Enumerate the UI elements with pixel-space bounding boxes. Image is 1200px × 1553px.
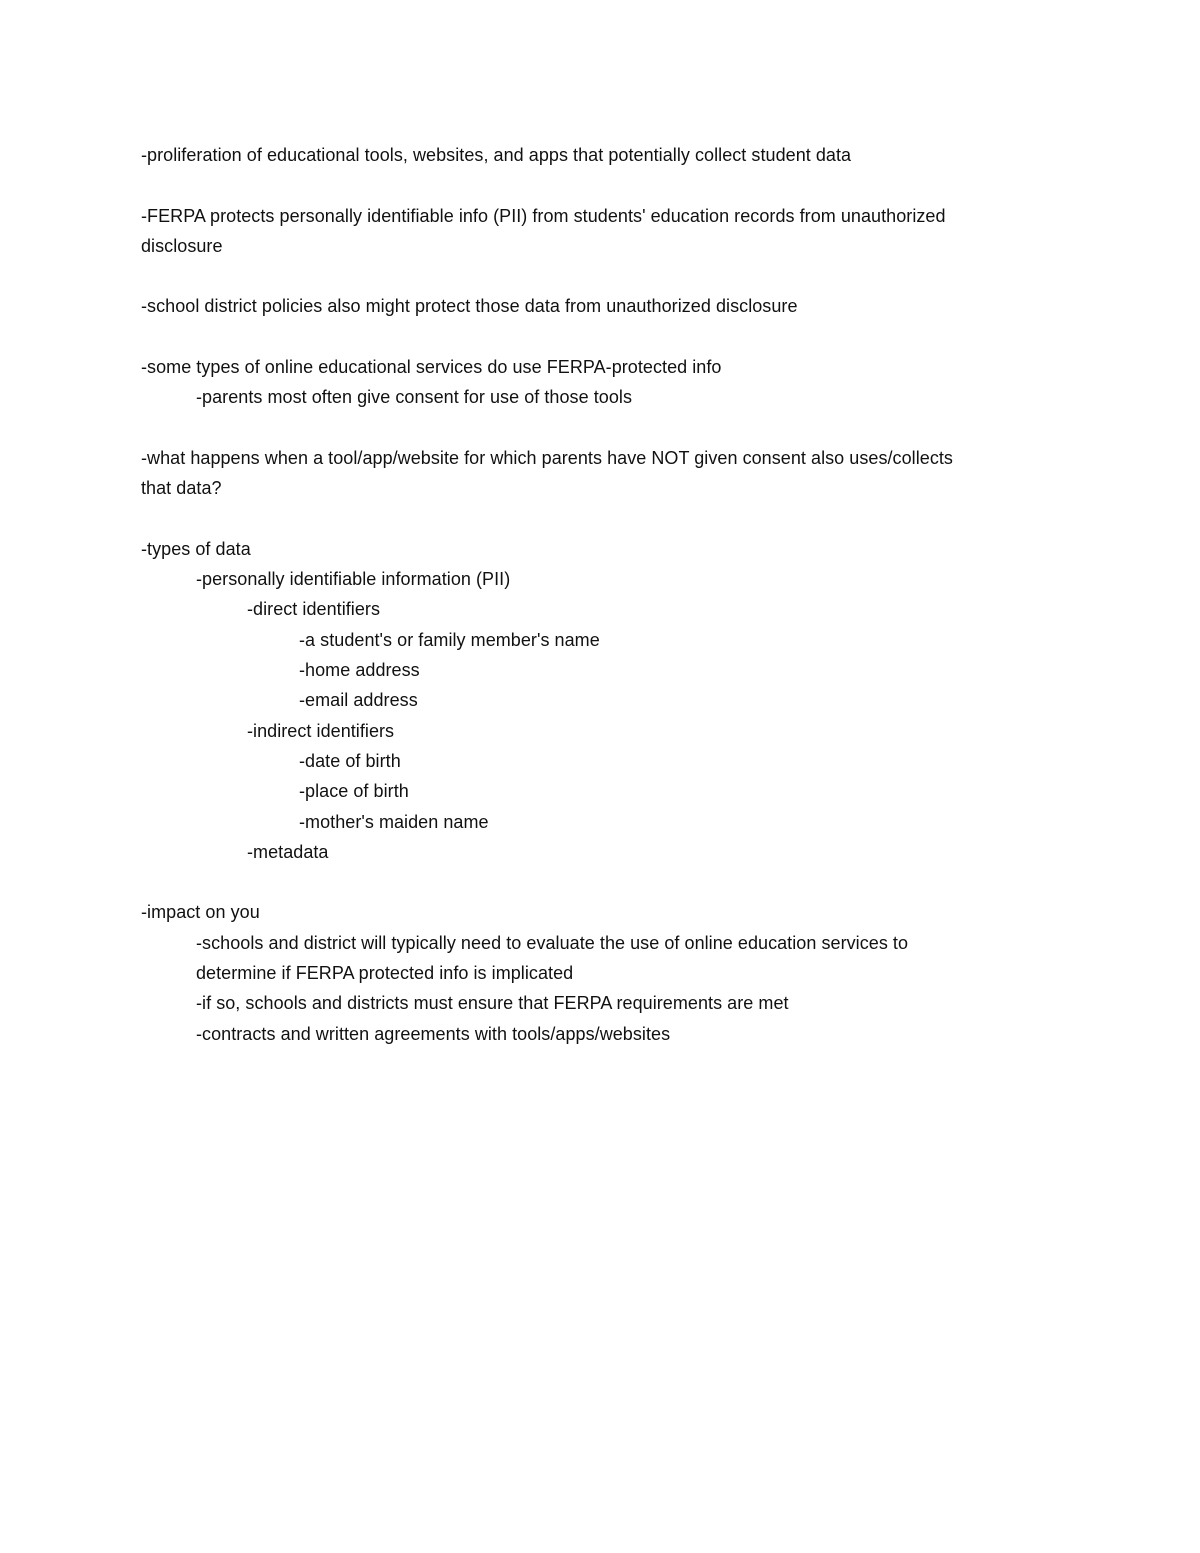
note-what-happens-cont: that data?: [141, 478, 222, 499]
note-maiden-name: -mother's maiden name: [299, 811, 489, 832]
note-ensure-requirements: -if so, schools and districts must ensure that FERPA requirements are met: [196, 993, 789, 1014]
note-district-policies: -school district policies also might protect those data from unauthorized disclosure: [141, 296, 798, 317]
note-evaluate: -schools and district will typically need to evaluate the use of online education services to: [196, 932, 909, 953]
note-pii: -personally identifiable information (PII): [196, 569, 511, 590]
blank-line: [141, 867, 1041, 897]
blank-line: [141, 170, 1041, 200]
note-contracts: -contracts and written agreements with tools/apps/websites: [196, 1023, 671, 1044]
blank-line: [141, 261, 1041, 291]
note-indirect-identifiers: -indirect identifiers: [247, 720, 395, 741]
note-place-of-birth: -place of birth: [299, 781, 409, 802]
note-evaluate-cont: determine if FERPA protected info is implicated: [196, 963, 574, 984]
note-what-happens: -what happens when a tool/app/website for which parents have NOT given consent also uses/collects: [141, 447, 953, 468]
note-metadata: -metadata: [247, 841, 329, 862]
note-ferpa-protects-cont: disclosure: [141, 235, 223, 256]
note-email-address: -email address: [299, 690, 418, 711]
note-home-address: -home address: [299, 660, 420, 681]
blank-line: [141, 413, 1041, 443]
note-date-of-birth: -date of birth: [299, 750, 401, 771]
note-ferpa-protects: -FERPA protects personally identifiable info (PII) from students' education records from unauthorized: [141, 205, 946, 226]
note-impact: -impact on you: [141, 902, 260, 923]
note-parents-consent: -parents most often give consent for use of those tools: [196, 387, 632, 408]
blank-line: [141, 322, 1041, 352]
note-types-of-data: -types of data: [141, 538, 251, 559]
blank-line: [141, 504, 1041, 534]
note-student-name: -a student's or family member's name: [299, 629, 600, 650]
note-proliferation: -proliferation of educational tools, websites, and apps that potentially collect student data: [141, 145, 852, 165]
note-direct-identifiers: -direct identifiers: [247, 599, 380, 620]
note-some-types: -some types of online educational services do use FERPA-protected info: [141, 357, 722, 378]
notes-body: [141, 140, 1041, 1049]
